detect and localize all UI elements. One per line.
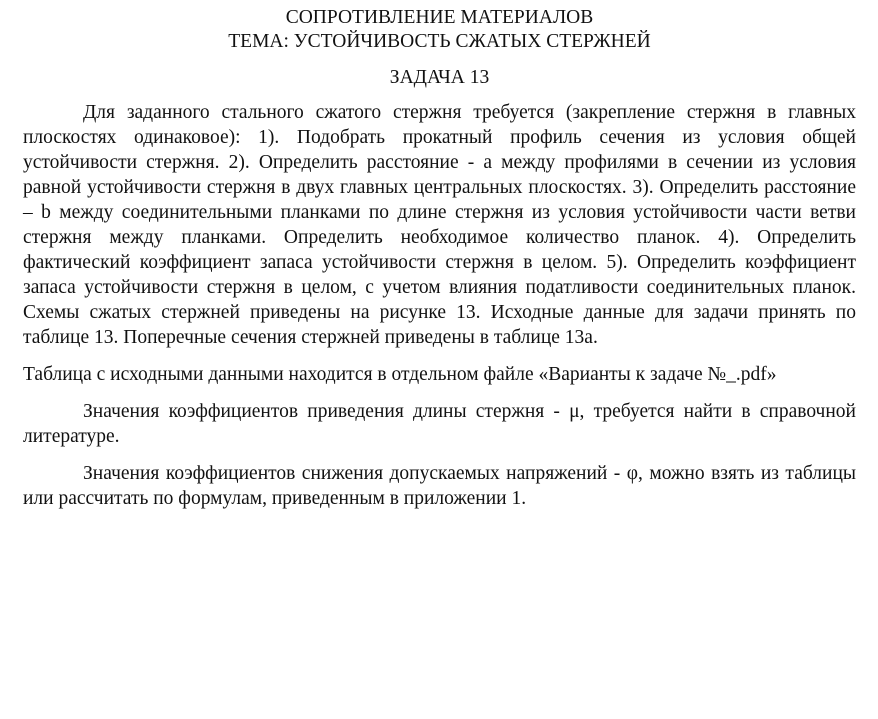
source-data-note-paragraph: Таблица с исходными данными находится в отдельном файле «Варианты к задаче №_.pdf»: [23, 364, 777, 385]
task-description-paragraph: Для заданного стального сжатого стержня требуется (закрепление стержня в главных плоскостях одинаковое): 1). Подобрать прокатный профиль сечения из условия общей устойчивости стержня. 2). Определить расстояние - а между профилями в сечении из условия равной устойчивости стержня в двух главных центральных плоскостях. 3). Определить расстояние – b между соединительными планками по длине стержня из условия устойчивости части ветви стержня между планками. Определить необходимое количество планок. 4). Определить фактический коэффициент запаса устойчивости стержня в целом. 5). Определить коэффициент запаса устойчивости стержня в целом, с учетом влияния податливости соединительных планок. Схемы сжатых стержней приведены на рисунке 13. Исходные данные для задачи принять по таблице 13. Поперечные сечения стержней приведены в таблице 13а.: [23, 102, 856, 348]
task-title: ЗАДАЧА 13: [389, 67, 490, 88]
stress-coefficient-paragraph: Значения коэффициентов снижения допускаемых напряжений - φ, можно взять из таблицы или рассчитать по формулам, приведенным в приложении 1.: [23, 463, 856, 509]
subject-title: СОПРОТИВЛЕНИЕ МАТЕРИАЛОВ: [285, 7, 594, 28]
topic-title: ТЕМА: УСТОЙЧИВОСТЬ СЖАТЫХ СТЕРЖНЕЙ: [228, 31, 651, 52]
length-coefficient-paragraph: Значения коэффициентов приведения длины стержня - μ, требуется найти в справочной литературе.: [23, 401, 856, 447]
